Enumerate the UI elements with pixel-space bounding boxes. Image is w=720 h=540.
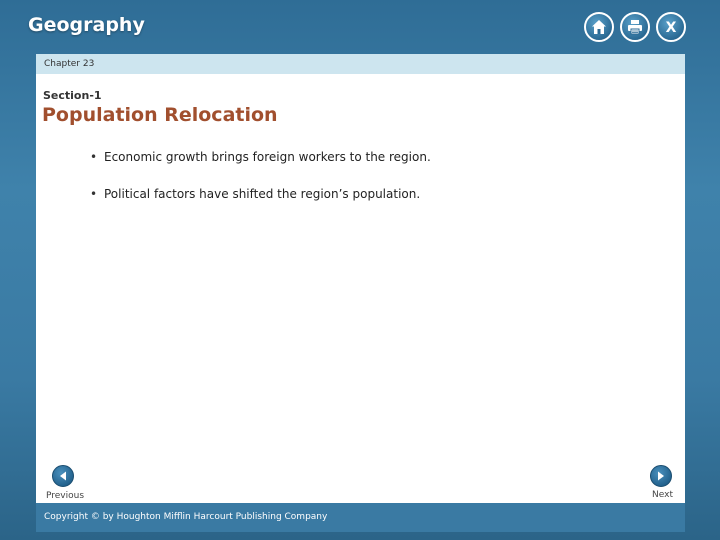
app-title: Geography [28,14,145,36]
bullet-list [90,150,431,224]
copyright-text: Copyright © by Houghton Mifflin Harcourt Publishing Company [44,512,328,522]
section-label: Section-1 [43,89,102,102]
bullet-item [90,150,431,187]
bullet-marker: • [90,150,98,164]
bullet-text: Economic growth brings foreign workers to the region. [104,150,431,164]
bullet-marker: • [90,187,98,201]
chapter-bar [36,54,685,74]
home-icon [591,19,607,35]
chapter-label: Chapter 23 [44,59,95,69]
printer-icon [627,19,643,35]
slide-title: Population Relocation [42,104,278,126]
arrow-left-icon [57,470,69,482]
next-label[interactable]: Next [652,490,673,500]
next-button[interactable] [650,465,672,487]
close-icon [663,19,679,35]
arrow-right-icon [655,470,667,482]
bullet-text: Political factors have shifted the region’s population. [104,187,421,201]
print-button[interactable] [620,12,650,42]
close-button[interactable] [656,12,686,42]
previous-label[interactable]: Previous [46,491,85,501]
svg-text:X: X [665,20,677,35]
previous-button[interactable] [52,465,74,487]
footer-bar [36,503,685,532]
bullet-item [90,187,431,224]
slide-panel [36,54,685,532]
home-button[interactable] [584,12,614,42]
